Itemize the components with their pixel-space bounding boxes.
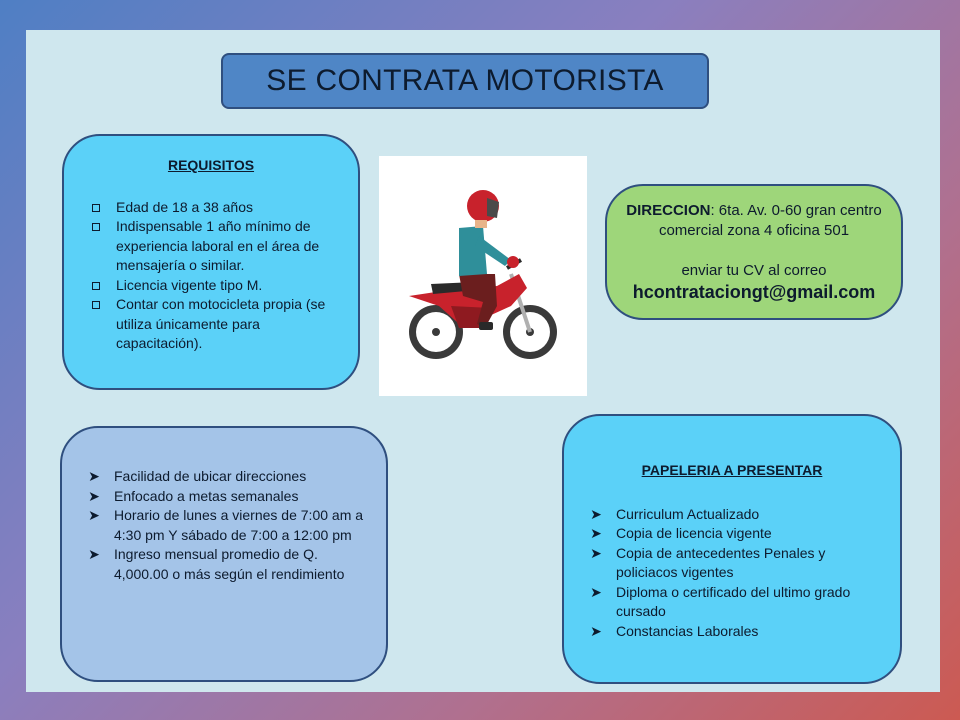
list-item: ➤ Copia de licencia vigente [586,524,884,544]
arrowhead-icon: ➤ [590,622,602,639]
email-address: hcontrataciongt@gmail.com [632,282,876,302]
arrowhead-icon: ➤ [88,468,100,484]
arrowhead-icon: ➤ [88,487,100,504]
arrowhead-icon: ➤ [590,544,602,561]
list-item: ➤ Ingreso mensual promedio de Q. 4,000.00 o más según el rendimiento [84,545,368,584]
arrowhead-icon: ➤ [88,507,100,523]
cv-instruction: enviar tu CV al correo [681,262,827,279]
list-item: ➤ Constancias Laborales [586,622,884,642]
page-title: SE CONTRATA MOTORISTA [266,64,664,97]
papeleria-list [586,505,884,642]
list-item: ➤ Copia de antecedentes Penales y policiacos vigentes [586,544,884,583]
list-item: ➤ Curriculum Actualizado [586,505,884,525]
checkbox-square-icon [86,276,106,296]
requisitos-heading: REQUISITOS [167,157,255,173]
list-item: ➤ Horario de lunes a viernes de 7:00 am a 4:30 pm Y sábado de 7:00 a 12:00 pm [84,506,368,545]
list-item: ➤ Diploma o certificado del ultimo grado cursado [586,583,884,622]
beneficios-list [84,467,368,584]
papeleria-heading: PAPELERIA A PRESENTAR [641,462,823,478]
list-item: ➤ Facilidad de ubicar direcciones [84,467,368,487]
requisitos-card [62,134,360,390]
arrowhead-icon: ➤ [590,505,602,522]
direccion-text: : 6ta. Av. 0-60 gran centro comercial zona 4 oficina 501 [658,202,882,239]
direccion-label: DIRECCION [626,202,711,219]
papeleria-card [562,414,902,684]
requisitos-list [86,198,338,354]
motorcycle-icon [379,156,587,396]
checkbox-square-icon [86,217,106,237]
arrowhead-icon: ➤ [590,525,602,541]
title-banner [221,53,709,109]
arrowhead-icon: ➤ [88,546,100,562]
list-item: Licencia vigente tipo M. [86,276,338,296]
beneficios-card [60,426,388,682]
list-item: ➤ Enfocado a metas semanales [84,487,368,507]
direccion-card [605,184,903,320]
direccion-address [607,201,901,241]
motorcycle-rider-illustration [379,156,587,396]
list-item: Indispensable 1 año mínimo de experiencia laboral en el área de mensajería o similar. [86,217,338,276]
checkbox-square-icon [86,198,106,218]
arrowhead-icon: ➤ [590,583,602,600]
list-item: Edad de 18 a 38 años [86,198,338,218]
checkbox-square-icon [86,295,106,315]
list-item: Contar con motocicleta propia (se utiliza únicamente para capacitación). [86,295,338,354]
